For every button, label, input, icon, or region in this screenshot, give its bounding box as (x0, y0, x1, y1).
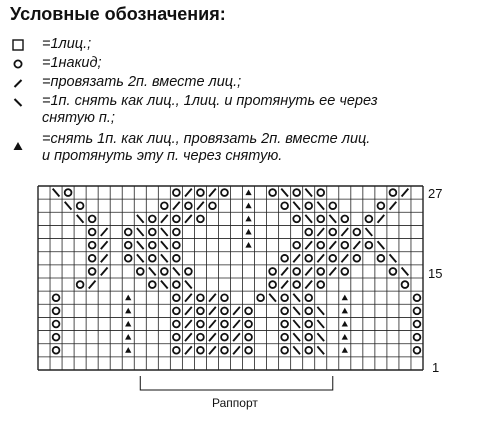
k2tog-symbol (329, 267, 336, 275)
legend-text-k2tog: =провязать 2п. вместе лиц.; (42, 74, 242, 90)
yarn-over-symbol (53, 334, 60, 341)
k2tog-symbol (185, 320, 192, 328)
sk2p-symbol (125, 334, 131, 340)
yarn-over-symbol (53, 294, 60, 301)
yarn-over-symbol (378, 255, 385, 262)
yarn-over-symbol (137, 268, 144, 275)
yarn-over-symbol (197, 347, 204, 354)
yarn-over-symbol (125, 255, 132, 262)
skp-symbol (137, 215, 144, 223)
k2tog-symbol (233, 307, 240, 315)
legend-text-skp-continued: снятую п.; (42, 110, 115, 126)
skp-symbol (161, 228, 168, 236)
yarn-over-symbol (89, 242, 96, 249)
skp-symbol (317, 346, 324, 354)
yarn-over-symbol (317, 215, 324, 222)
row-label-middle: 15 (428, 266, 443, 281)
k2tog-symbol (101, 267, 108, 275)
yarn-over-symbol (149, 281, 156, 288)
yarn-over-symbol (305, 202, 312, 209)
yarn-over-symbol (173, 347, 180, 354)
yarn-over-symbol (149, 215, 156, 222)
k2tog-symbol (281, 281, 288, 289)
yarn-over-symbol (317, 281, 324, 288)
yarn-over-symbol (329, 202, 336, 209)
yarn-over-symbol (305, 347, 312, 354)
yarn-over-symbol (305, 307, 312, 314)
skp-symbol (390, 254, 397, 262)
yarn-over-symbol (197, 215, 204, 222)
legend-text-knit: =1лиц.; (42, 36, 92, 52)
yarn-over-symbol (173, 334, 180, 341)
k2tog-symbol (185, 307, 192, 315)
skp-symbol (173, 267, 180, 275)
yarn-over-symbol (185, 202, 192, 209)
k2tog-symbol (281, 267, 288, 275)
yarn-over-symbol (125, 229, 132, 236)
sk2p-symbol (342, 295, 348, 301)
skp-symbol (329, 215, 336, 223)
row-label-top: 27 (428, 186, 443, 201)
skp-symbol (317, 320, 324, 328)
k2tog-symbol (185, 215, 192, 223)
sk2p-symbol (245, 203, 251, 209)
k2tog-symbol (89, 281, 96, 289)
yarn-over-symbol (293, 242, 300, 249)
k2tog-symbol (341, 228, 348, 236)
yarn-over-symbol (89, 215, 96, 222)
k2tog-symbol (233, 333, 240, 341)
rapport-label: Раппорт (212, 396, 258, 410)
sk2p-symbol (342, 308, 348, 314)
yarn-over-symbol (305, 229, 312, 236)
k2tog-symbol (101, 228, 108, 236)
skp-symbol (402, 267, 409, 275)
skp-symbol (378, 241, 385, 249)
legend-text-yarn-over: =1накид; (42, 55, 102, 71)
yarn-over-symbol (317, 268, 324, 275)
k2tog-symbol (329, 241, 336, 249)
sk2p-symbol (125, 347, 131, 353)
yarn-over-symbol (209, 202, 216, 209)
yarn-over-symbol (305, 334, 312, 341)
k2tog-symbol (317, 254, 324, 262)
k2tog-symbol (185, 294, 192, 302)
skp-symbol (269, 294, 276, 302)
skp-symbol (137, 254, 144, 262)
yarn-over-symbol (281, 334, 288, 341)
k2tog-symbol (305, 241, 312, 249)
k2tog-symbol (378, 215, 385, 223)
yarn-over-symbol (414, 294, 421, 301)
yarn-over-symbol (173, 255, 180, 262)
k2tog-symbol (209, 294, 216, 302)
skp-symbol (305, 215, 312, 223)
yarn-over-symbol (317, 242, 324, 249)
yarn-over-symbol (293, 215, 300, 222)
sk2p-symbol (125, 308, 131, 314)
yarn-over-symbol (269, 281, 276, 288)
yarn-over-symbol (161, 268, 168, 275)
row-label-bottom: 1 (432, 360, 440, 375)
yarn-over-symbol (390, 268, 397, 275)
skp-symbol (317, 333, 324, 341)
yarn-over-symbol (89, 229, 96, 236)
skp-symbol (65, 202, 72, 210)
yarn-over-symbol (77, 281, 84, 288)
k2tog-symbol (305, 267, 312, 275)
skp-symbol (77, 215, 84, 223)
k2tog-symbol (197, 202, 204, 210)
skp-symbol (293, 320, 300, 328)
sk2p-symbol (342, 321, 348, 327)
yarn-over-symbol (414, 321, 421, 328)
k2tog-symbol (317, 228, 324, 236)
yarn-over-symbol (89, 255, 96, 262)
yarn-over-symbol (197, 189, 204, 196)
yarn-over-symbol (390, 189, 397, 196)
sk2p-symbol (125, 295, 131, 301)
yarn-over-symbol (329, 255, 336, 262)
yarn-over-symbol (293, 189, 300, 196)
skp-symbol (161, 281, 168, 289)
yarn-over-symbol (173, 281, 180, 288)
k2tog-symbol (233, 320, 240, 328)
yarn-over-symbol (317, 189, 324, 196)
yarn-over-symbol (221, 334, 228, 341)
sk2p-symbol (245, 229, 251, 235)
k2tog-symbol (209, 333, 216, 341)
k2tog-symbol (101, 241, 108, 249)
k2tog-symbol (209, 320, 216, 328)
skp-symbol (317, 202, 324, 210)
yarn-over-symbol (125, 242, 132, 249)
yarn-over-symbol (414, 307, 421, 314)
yarn-over-symbol (305, 294, 312, 301)
yarn-over-symbol (53, 307, 60, 314)
yarn-over-symbol (305, 321, 312, 328)
k2tog-symbol (209, 346, 216, 354)
yarn-over-symbol (173, 229, 180, 236)
k2tog-symbol (185, 189, 192, 197)
yarn-over-symbol (185, 268, 192, 275)
yarn-over-symbol (341, 215, 348, 222)
rapport-bracket (140, 376, 333, 390)
yarn-over-symbol (173, 242, 180, 249)
k2tog-symbol (101, 254, 108, 262)
sk2p-symbol (342, 347, 348, 353)
yarn-over-symbol (173, 215, 180, 222)
skp-symbol (293, 294, 300, 302)
yarn-over-symbol (281, 202, 288, 209)
yarn-over-symbol (161, 202, 168, 209)
yarn-over-symbol (173, 189, 180, 196)
k2tog-symbol (173, 202, 180, 210)
skp-symbol (365, 228, 372, 236)
yarn-over-symbol (221, 321, 228, 328)
yarn-over-symbol (365, 242, 372, 249)
yarn-over-symbol (149, 229, 156, 236)
yarn-over-symbol (173, 321, 180, 328)
legend-title: Условные обозначения: (10, 4, 226, 24)
yarn-over-symbol (281, 294, 288, 301)
yarn-over-symbol (173, 307, 180, 314)
sk2p-symbol (245, 189, 251, 195)
skp-symbol (185, 281, 192, 289)
yarn-over-symbol (378, 202, 385, 209)
yarn-over-symbol (257, 294, 264, 301)
skp-symbol (317, 307, 324, 315)
yarn-over-symbol (77, 202, 84, 209)
yarn-over-symbol (245, 321, 252, 328)
k2tog-symbol (293, 254, 300, 262)
yarn-over-symbol (293, 281, 300, 288)
skp-symbol (161, 241, 168, 249)
k2tog-symbol (353, 241, 360, 249)
yarn-over-symbol (353, 255, 360, 262)
yarn-over-symbol (197, 294, 204, 301)
yarn-over-symbol (221, 347, 228, 354)
k2tog-symbol (402, 189, 409, 197)
yarn-over-symbol (353, 229, 360, 236)
skp-symbol (161, 254, 168, 262)
yarn-over-symbol (245, 334, 252, 341)
k2tog-symbol (209, 307, 216, 315)
k2tog-symbol (341, 254, 348, 262)
yarn-over-symbol (402, 281, 409, 288)
skp-symbol (293, 202, 300, 210)
yarn-over-symbol (173, 294, 180, 301)
skp-symbol (149, 267, 156, 275)
yarn-over-symbol (293, 268, 300, 275)
yarn-over-symbol (269, 189, 276, 196)
legend-text-sk2p: =снять 1п. как лиц., провязать 2п. вместе лиц. (42, 131, 371, 147)
sk2p-symbol (342, 334, 348, 340)
sk2p-symbol (125, 321, 131, 327)
yarn-over-symbol (341, 268, 348, 275)
k2tog-symbol (185, 333, 192, 341)
yarn-over-symbol (221, 307, 228, 314)
yarn-over-symbol (149, 255, 156, 262)
k2tog-symbol (305, 281, 312, 289)
skp-symbol (293, 307, 300, 315)
yarn-over-symbol (197, 334, 204, 341)
yarn-over-symbol (149, 242, 156, 249)
k2tog-symbol (161, 215, 168, 223)
skp-symbol (281, 189, 288, 197)
skp-symbol (293, 333, 300, 341)
k2tog-symbol (390, 202, 397, 210)
yarn-over-symbol (245, 307, 252, 314)
k2tog-symbol (185, 346, 192, 354)
yarn-over-symbol (341, 242, 348, 249)
skp-symbol (53, 189, 60, 197)
yarn-over-symbol (329, 229, 336, 236)
k2tog-symbol (233, 346, 240, 354)
yarn-over-symbol (53, 347, 60, 354)
yarn-over-symbol (281, 255, 288, 262)
yarn-over-symbol (197, 307, 204, 314)
skp-symbol (137, 241, 144, 249)
legend-text-skp: =1п. снять как лиц., 1лиц. и протянуть ее через (42, 93, 378, 109)
legend-text-sk2p-continued: и протянуть эту п. через снятую. (42, 148, 283, 164)
yarn-over-symbol (365, 215, 372, 222)
yarn-over-symbol (414, 347, 421, 354)
yarn-over-symbol (221, 294, 228, 301)
skp-symbol (305, 189, 312, 197)
yarn-over-symbol (281, 321, 288, 328)
skp-symbol (293, 346, 300, 354)
yarn-over-symbol (305, 255, 312, 262)
yarn-over-symbol (281, 347, 288, 354)
k2tog-symbol (209, 189, 216, 197)
yarn-over-symbol (245, 347, 252, 354)
yarn-over-symbol (89, 268, 96, 275)
yarn-over-symbol (53, 321, 60, 328)
sk2p-symbol (245, 216, 251, 222)
skp-symbol (137, 228, 144, 236)
yarn-over-symbol (197, 321, 204, 328)
sk2p-symbol (245, 242, 251, 248)
yarn-over-symbol (65, 189, 72, 196)
yarn-over-symbol (269, 268, 276, 275)
yarn-over-symbol (414, 334, 421, 341)
yarn-over-symbol (281, 307, 288, 314)
yarn-over-symbol (221, 189, 228, 196)
